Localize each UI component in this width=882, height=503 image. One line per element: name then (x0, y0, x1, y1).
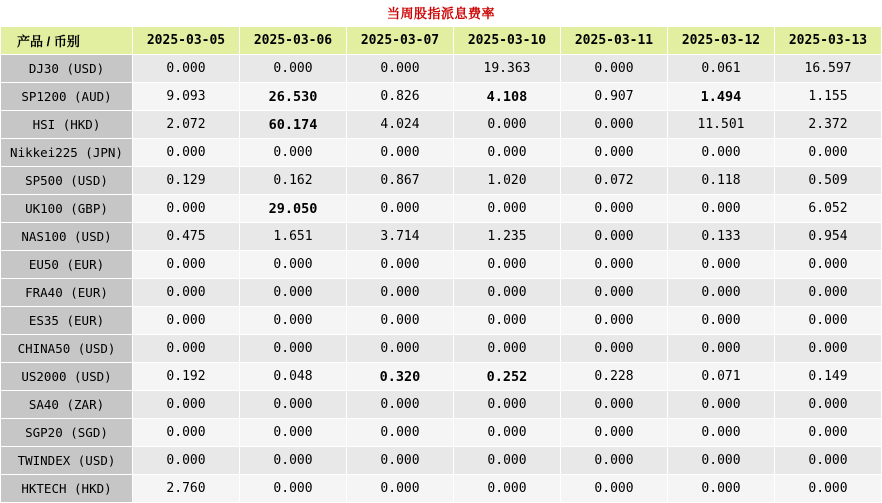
table-cell: 0.000 (454, 475, 561, 503)
table-cell: 0.252 (454, 363, 561, 391)
column-header-date-5: 2025-03-12 (668, 27, 775, 55)
table-cell: 0.000 (668, 391, 775, 419)
table-cell: 0.000 (454, 195, 561, 223)
dividend-rate-table (0, 26, 882, 503)
table-cell: 0.000 (347, 335, 454, 363)
table-cell: 0.000 (240, 391, 347, 419)
row-label: NAS100 (USD) (1, 223, 133, 251)
row-label: Nikkei225 (JPN) (1, 139, 133, 167)
table-cell: 0.071 (668, 363, 775, 391)
table-cell: 0.228 (561, 363, 668, 391)
row-label: US2000 (USD) (1, 363, 133, 391)
column-header-product: 产品 / 币别 (1, 27, 133, 55)
table-cell: 1.651 (240, 223, 347, 251)
table-cell: 0.000 (775, 391, 882, 419)
table-cell: 0.000 (561, 251, 668, 279)
table-cell: 0.000 (454, 139, 561, 167)
row-label: SA40 (ZAR) (1, 391, 133, 419)
table-cell: 0.000 (240, 335, 347, 363)
row-label: SP500 (USD) (1, 167, 133, 195)
table-cell: 2.760 (133, 475, 240, 503)
table-cell: 0.000 (775, 419, 882, 447)
table-header (1, 27, 882, 55)
table-cell: 0.867 (347, 167, 454, 195)
table-row (1, 279, 882, 307)
table-cell: 0.000 (347, 195, 454, 223)
column-header-date-1: 2025-03-06 (240, 27, 347, 55)
table-cell: 3.714 (347, 223, 454, 251)
table-cell: 0.000 (454, 111, 561, 139)
row-label: CHINA50 (USD) (1, 335, 133, 363)
table-cell: 0.000 (668, 307, 775, 335)
column-header-date-4: 2025-03-11 (561, 27, 668, 55)
table-cell: 0.000 (347, 139, 454, 167)
table-cell: 1.494 (668, 83, 775, 111)
table-row (1, 223, 882, 251)
table-cell: 0.000 (775, 335, 882, 363)
table-cell: 0.000 (775, 307, 882, 335)
table-cell: 0.000 (347, 279, 454, 307)
table-cell: 0.000 (668, 279, 775, 307)
table-cell: 0.000 (561, 419, 668, 447)
table-cell: 0.000 (454, 447, 561, 475)
table-cell: 0.000 (347, 307, 454, 335)
table-cell: 0.000 (240, 475, 347, 503)
table-cell: 0.954 (775, 223, 882, 251)
table-cell: 0.000 (133, 279, 240, 307)
table-cell: 26.530 (240, 83, 347, 111)
table-body (1, 55, 882, 503)
table-cell: 0.000 (347, 391, 454, 419)
table-cell: 0.072 (561, 167, 668, 195)
table-cell: 0.000 (240, 279, 347, 307)
table-cell: 0.149 (775, 363, 882, 391)
table-cell: 0.000 (454, 335, 561, 363)
row-label: UK100 (GBP) (1, 195, 133, 223)
table-cell: 1.020 (454, 167, 561, 195)
table-cell: 4.108 (454, 83, 561, 111)
table-cell: 0.320 (347, 363, 454, 391)
table-cell: 0.000 (454, 419, 561, 447)
table-cell: 0.000 (561, 307, 668, 335)
table-cell: 0.000 (133, 195, 240, 223)
table-cell: 0.000 (240, 307, 347, 335)
table-row (1, 419, 882, 447)
table-cell: 0.907 (561, 83, 668, 111)
table-cell: 19.363 (454, 55, 561, 83)
table-cell: 0.048 (240, 363, 347, 391)
table-cell: 0.000 (133, 251, 240, 279)
table-cell: 0.000 (454, 307, 561, 335)
table-cell: 0.000 (240, 251, 347, 279)
table-cell: 0.826 (347, 83, 454, 111)
row-label: FRA40 (EUR) (1, 279, 133, 307)
table-cell: 0.475 (133, 223, 240, 251)
table-cell: 0.000 (561, 279, 668, 307)
table-cell: 0.000 (133, 391, 240, 419)
table-cell: 0.000 (133, 419, 240, 447)
table-cell: 0.000 (240, 139, 347, 167)
column-header-date-3: 2025-03-10 (454, 27, 561, 55)
row-label: HKTECH (HKD) (1, 475, 133, 503)
table-row (1, 55, 882, 83)
table-cell: 0.000 (347, 475, 454, 503)
column-header-date-6: 2025-03-13 (775, 27, 882, 55)
table-cell: 60.174 (240, 111, 347, 139)
table-cell: 0.133 (668, 223, 775, 251)
table-cell: 0.000 (133, 55, 240, 83)
table-cell: 0.129 (133, 167, 240, 195)
table-row (1, 335, 882, 363)
table-cell: 0.000 (133, 447, 240, 475)
table-cell: 0.000 (775, 251, 882, 279)
table-cell: 9.093 (133, 83, 240, 111)
table-cell: 0.000 (561, 195, 668, 223)
table-cell: 0.000 (347, 251, 454, 279)
table-cell: 0.000 (561, 111, 668, 139)
column-header-date-0: 2025-03-05 (133, 27, 240, 55)
table-cell: 0.000 (240, 55, 347, 83)
table-cell: 0.000 (561, 391, 668, 419)
table-cell: 0.000 (240, 419, 347, 447)
table-cell: 0.000 (454, 251, 561, 279)
table-cell: 0.000 (668, 195, 775, 223)
table-cell: 6.052 (775, 195, 882, 223)
table-cell: 0.000 (133, 307, 240, 335)
table-cell: 0.000 (240, 447, 347, 475)
table-cell: 0.000 (347, 55, 454, 83)
table-cell: 1.155 (775, 83, 882, 111)
table-cell: 0.000 (347, 447, 454, 475)
table-row (1, 111, 882, 139)
column-header-date-2: 2025-03-07 (347, 27, 454, 55)
table-cell: 0.000 (775, 447, 882, 475)
table-cell: 0.000 (454, 391, 561, 419)
table-row (1, 139, 882, 167)
table-cell: 0.118 (668, 167, 775, 195)
table-cell: 0.000 (775, 139, 882, 167)
row-label: DJ30 (USD) (1, 55, 133, 83)
table-cell: 0.000 (561, 139, 668, 167)
table-cell: 0.000 (668, 335, 775, 363)
table-cell: 0.000 (561, 447, 668, 475)
table-cell: 0.192 (133, 363, 240, 391)
row-label: HSI (HKD) (1, 111, 133, 139)
table-cell: 0.000 (454, 279, 561, 307)
table-cell: 0.000 (775, 475, 882, 503)
table-cell: 0.000 (347, 419, 454, 447)
table-row (1, 447, 882, 475)
table-cell: 29.050 (240, 195, 347, 223)
table-cell: 0.000 (668, 419, 775, 447)
table-cell: 0.061 (668, 55, 775, 83)
row-label: ES35 (EUR) (1, 307, 133, 335)
table-row (1, 195, 882, 223)
row-label: SP1200 (AUD) (1, 83, 133, 111)
table-cell: 0.000 (668, 475, 775, 503)
row-label: TWINDEX (USD) (1, 447, 133, 475)
table-cell: 2.372 (775, 111, 882, 139)
table-cell: 0.000 (668, 139, 775, 167)
table-row (1, 475, 882, 503)
table-row (1, 391, 882, 419)
table-cell: 0.509 (775, 167, 882, 195)
table-row (1, 83, 882, 111)
table-row (1, 307, 882, 335)
table-cell: 1.235 (454, 223, 561, 251)
table-cell: 16.597 (775, 55, 882, 83)
table-cell: 2.072 (133, 111, 240, 139)
table-cell: 4.024 (347, 111, 454, 139)
table-row (1, 251, 882, 279)
row-label: EU50 (EUR) (1, 251, 133, 279)
table-cell: 0.162 (240, 167, 347, 195)
table-row (1, 167, 882, 195)
table-cell: 0.000 (561, 335, 668, 363)
table-cell: 0.000 (561, 55, 668, 83)
page-title: 当周股指派息费率 (386, 6, 495, 21)
table-cell: 0.000 (561, 223, 668, 251)
table-cell: 0.000 (133, 335, 240, 363)
header-row (1, 27, 882, 55)
table-cell: 0.000 (775, 279, 882, 307)
table-row (1, 363, 882, 391)
row-label: SGP20 (SGD) (1, 419, 133, 447)
table-cell: 11.501 (668, 111, 775, 139)
table-cell: 0.000 (668, 251, 775, 279)
table-cell: 0.000 (668, 447, 775, 475)
table-cell: 0.000 (133, 139, 240, 167)
table-cell: 0.000 (561, 475, 668, 503)
